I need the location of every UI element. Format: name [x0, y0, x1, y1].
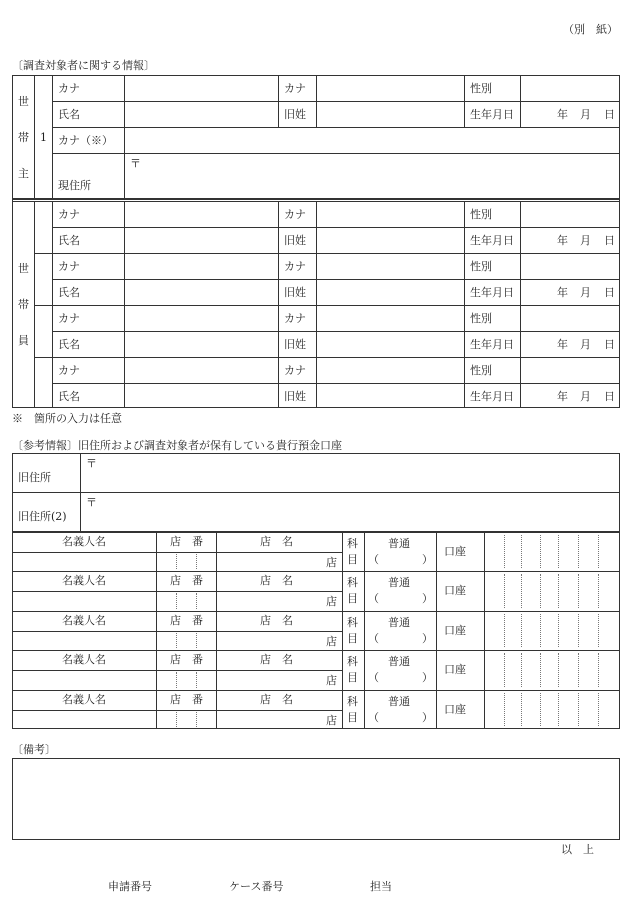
account-subject-top: 科 [347, 616, 358, 629]
account-branch-name-field[interactable] [217, 632, 322, 650]
account-subject-bottom: 目 [347, 711, 358, 724]
person-in-charge-label: 担当 [370, 880, 392, 893]
account-branch-suffix: 店 [326, 556, 337, 569]
member-gender-label: 性別 [470, 208, 492, 221]
account-type-paren-close: ） [422, 671, 433, 684]
member-kana-right-label: カナ [284, 260, 306, 273]
member-kana-right-field[interactable] [317, 202, 463, 227]
member-dob-day: 日 [604, 234, 615, 247]
household-head-side-label-3: 主 [18, 167, 29, 180]
account-branch-name-label: 店 名 [260, 653, 293, 666]
head-dob-day: 日 [604, 108, 615, 121]
head-name-label: 氏名 [58, 108, 80, 121]
member-gender-field[interactable] [521, 254, 619, 279]
former-address-2-field[interactable] [81, 493, 619, 531]
member-dob-field[interactable] [521, 280, 619, 305]
account-label: 口座 [444, 663, 466, 676]
head-dob-year: 年 [557, 108, 568, 121]
account-number-field[interactable] [485, 612, 619, 650]
attachment-label: （別 紙） [563, 23, 618, 36]
account-number-field[interactable] [485, 533, 619, 571]
account-subject-bottom: 目 [347, 592, 358, 605]
head-address-label: 現住所 [58, 179, 91, 192]
member-gender-label: 性別 [470, 364, 492, 377]
head-dob-field[interactable] [521, 102, 619, 127]
household-head-side-label-2: 帯 [18, 131, 29, 144]
members-side-label-1: 世 [18, 262, 29, 275]
member-dob-field[interactable] [521, 332, 619, 357]
member-former-name-label: 旧姓 [284, 234, 306, 247]
account-type-paren-open: （ [368, 553, 379, 566]
account-type-paren-close: ） [422, 632, 433, 645]
account-holder-label: 名義人名 [62, 574, 106, 587]
account-label: 口座 [444, 584, 466, 597]
account-type-field[interactable] [376, 591, 420, 605]
member-former-name-label: 旧姓 [284, 286, 306, 299]
member-former-name-field[interactable] [317, 384, 463, 409]
member-name-label: 氏名 [58, 286, 80, 299]
account-branch-no-label: 店 番 [170, 653, 203, 666]
member-gender-label: 性別 [470, 312, 492, 325]
account-branch-suffix: 店 [326, 714, 337, 727]
account-holder-field[interactable] [13, 671, 155, 690]
account-holder-field[interactable] [13, 711, 155, 729]
account-branch-no-field[interactable] [157, 711, 215, 729]
account-branch-no-label: 店 番 [170, 693, 203, 706]
account-branch-name-field[interactable] [217, 671, 322, 690]
member-kana-field[interactable] [125, 358, 277, 383]
account-type-ordinary: 普通 [388, 695, 410, 708]
member-kana-right-field[interactable] [317, 358, 463, 383]
account-type-field[interactable] [376, 670, 420, 684]
member-kana-label: カナ [58, 208, 80, 221]
application-number-label: 申請番号 [108, 880, 152, 893]
head-kana-field[interactable] [125, 76, 277, 101]
account-type-field[interactable] [376, 552, 420, 566]
head-dob-label: 生年月日 [470, 108, 514, 121]
head-kana-right-field[interactable] [317, 76, 463, 101]
account-subject-top: 科 [347, 576, 358, 589]
account-holder-field[interactable] [13, 592, 155, 611]
member-kana-right-label: カナ [284, 208, 306, 221]
member-name-label: 氏名 [58, 338, 80, 351]
former-address-field[interactable] [81, 454, 619, 492]
account-type-paren-open: （ [368, 632, 379, 645]
head-gender-field[interactable] [521, 76, 619, 101]
account-type-ordinary: 普通 [388, 576, 410, 589]
members-side-label-2: 帯 [18, 298, 29, 311]
household-head-number: 1 [40, 131, 47, 144]
member-kana-right-label: カナ [284, 364, 306, 377]
account-branch-name-field[interactable] [217, 592, 322, 611]
former-address-2-label: 旧住所(2) [18, 510, 67, 523]
member-name-label: 氏名 [58, 234, 80, 247]
member-gender-field[interactable] [521, 306, 619, 331]
member-kana-label: カナ [58, 364, 80, 377]
account-number-field[interactable] [485, 691, 619, 729]
account-type-ordinary: 普通 [388, 537, 410, 550]
member-kana-right-field[interactable] [317, 306, 463, 331]
head-kana-right-label: カナ [284, 82, 306, 95]
member-dob-year: 年 [557, 286, 568, 299]
member-kana-field[interactable] [125, 306, 277, 331]
member-dob-month: 月 [580, 234, 591, 247]
member-kana-field[interactable] [125, 202, 277, 227]
head-kana-note-field[interactable] [125, 128, 619, 153]
former-address-2-postal-mark: 〒 [86, 496, 97, 509]
account-branch-no-field[interactable] [157, 553, 215, 571]
members-side-label-3: 員 [18, 334, 29, 347]
account-type-paren-close: ） [422, 592, 433, 605]
member-name-field[interactable] [125, 228, 277, 253]
member-former-name-field[interactable] [317, 332, 463, 357]
account-branch-no-field[interactable] [157, 592, 215, 611]
member-dob-field[interactable] [521, 228, 619, 253]
account-branch-suffix: 店 [326, 595, 337, 608]
account-subject-bottom: 目 [347, 671, 358, 684]
account-type-paren-close: ） [422, 553, 433, 566]
remarks-title: 〔備考〕 [12, 743, 56, 756]
head-former-name-field[interactable] [317, 102, 463, 127]
account-holder-label: 名義人名 [62, 614, 106, 627]
account-type-paren-open: （ [368, 671, 379, 684]
member-dob-label: 生年月日 [470, 286, 514, 299]
account-label: 口座 [444, 545, 466, 558]
member-former-name-field[interactable] [317, 280, 463, 305]
member-dob-label: 生年月日 [470, 390, 514, 403]
member-name-field[interactable] [125, 332, 277, 357]
member-gender-label: 性別 [470, 260, 492, 273]
head-address-field[interactable] [125, 154, 619, 198]
account-label: 口座 [444, 703, 466, 716]
member-kana-field[interactable] [125, 254, 277, 279]
member-dob-month: 月 [580, 390, 591, 403]
member-name-field[interactable] [125, 384, 277, 409]
account-type-field[interactable] [376, 631, 420, 645]
section1-title: 〔調査対象者に関する情報〕 [12, 59, 155, 72]
account-holder-label: 名義人名 [62, 653, 106, 666]
head-former-name-label: 旧姓 [284, 108, 306, 121]
member-kana-label: カナ [58, 260, 80, 273]
account-branch-suffix: 店 [326, 635, 337, 648]
member-kana-right-field[interactable] [317, 254, 463, 279]
account-branch-no-field[interactable] [157, 632, 215, 650]
household-head-side-label-1: 世 [18, 95, 29, 108]
account-branch-name-field[interactable] [217, 711, 322, 729]
head-dob-month: 月 [580, 108, 591, 121]
member-dob-day: 日 [604, 390, 615, 403]
case-number-label: ケース番号 [229, 880, 284, 893]
end-mark: 以 上 [561, 843, 594, 856]
account-branch-name-label: 店 名 [260, 693, 293, 706]
member-dob-year: 年 [557, 338, 568, 351]
account-label: 口座 [444, 624, 466, 637]
account-branch-no-label: 店 番 [170, 614, 203, 627]
former-address-label: 旧住所 [18, 471, 51, 484]
account-subject-top: 科 [347, 695, 358, 708]
member-gender-field[interactable] [521, 202, 619, 227]
head-postal-mark: 〒 [130, 157, 141, 170]
account-holder-field[interactable] [13, 632, 155, 650]
account-branch-name-field[interactable] [217, 553, 322, 571]
account-branch-no-label: 店 番 [170, 574, 203, 587]
optional-note: ※ 箇所の入力は任意 [12, 412, 122, 425]
account-branch-name-label: 店 名 [260, 574, 293, 587]
account-subject-bottom: 目 [347, 553, 358, 566]
member-name-label: 氏名 [58, 390, 80, 403]
member-dob-field[interactable] [521, 384, 619, 409]
head-kana-note-label: カナ（※） [58, 134, 113, 147]
account-subject-top: 科 [347, 537, 358, 550]
account-type-ordinary: 普通 [388, 655, 410, 668]
member-dob-day: 日 [604, 338, 615, 351]
account-holder-field[interactable] [13, 553, 155, 571]
head-name-field[interactable] [125, 102, 277, 127]
account-branch-suffix: 店 [326, 674, 337, 687]
account-type-paren-close: ） [422, 711, 433, 724]
account-subject-bottom: 目 [347, 632, 358, 645]
account-number-field[interactable] [485, 572, 619, 611]
section2-title: 〔参考情報〕旧住所および調査対象者が保有している貴行預金口座 [12, 439, 342, 452]
member-former-name-label: 旧姓 [284, 390, 306, 403]
account-type-paren-open: （ [368, 592, 379, 605]
head-kana-label: カナ [58, 82, 80, 95]
account-branch-name-label: 店 名 [260, 535, 293, 548]
member-dob-month: 月 [580, 286, 591, 299]
member-kana-label: カナ [58, 312, 80, 325]
account-branch-no-field[interactable] [157, 671, 215, 690]
member-dob-year: 年 [557, 390, 568, 403]
account-branch-name-label: 店 名 [260, 614, 293, 627]
account-subject-top: 科 [347, 655, 358, 668]
member-dob-label: 生年月日 [470, 338, 514, 351]
account-type-field[interactable] [376, 710, 420, 724]
account-branch-no-label: 店 番 [170, 535, 203, 548]
member-gender-field[interactable] [521, 358, 619, 383]
member-former-name-label: 旧姓 [284, 338, 306, 351]
account-type-paren-open: （ [368, 711, 379, 724]
member-dob-year: 年 [557, 234, 568, 247]
account-holder-label: 名義人名 [62, 535, 106, 548]
member-dob-day: 日 [604, 286, 615, 299]
member-former-name-field[interactable] [317, 228, 463, 253]
member-name-field[interactable] [125, 280, 277, 305]
former-address-postal-mark: 〒 [86, 457, 97, 470]
head-gender-label: 性別 [470, 82, 492, 95]
member-dob-label: 生年月日 [470, 234, 514, 247]
account-holder-label: 名義人名 [62, 693, 106, 706]
account-number-field[interactable] [485, 651, 619, 690]
member-kana-right-label: カナ [284, 312, 306, 325]
remarks-field[interactable] [12, 758, 620, 840]
member-dob-month: 月 [580, 338, 591, 351]
account-type-ordinary: 普通 [388, 616, 410, 629]
